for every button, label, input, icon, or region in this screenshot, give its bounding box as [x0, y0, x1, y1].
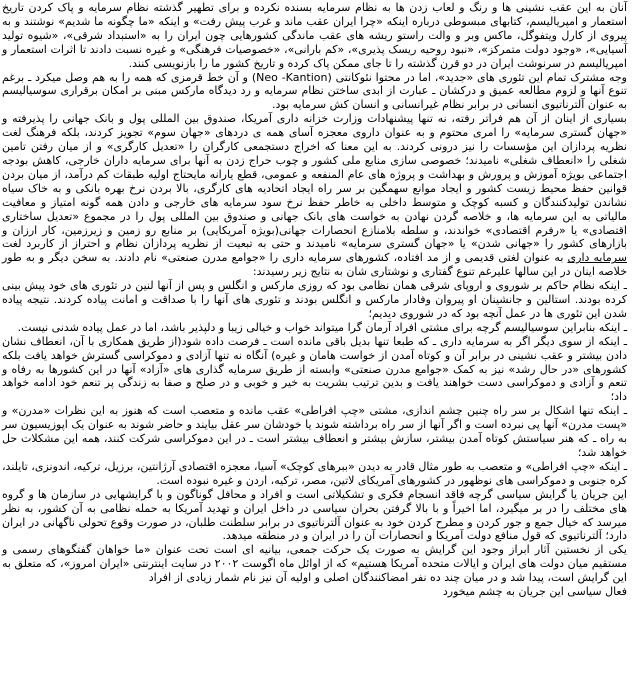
paragraph-10: یکی از نخستین آثار ابراز وجود این گرایش به صورت یک حرکت جمعی، بیانیه ای است تحت عنوان «ما خواهان گفتگوهای رسمی و مستقیم میان دولت های ایران و ایالات متحده آمریکا هستیم» که از اوائل ماه اگوست ۲۰۰۲ در سایت اینترنتی «ایران امروز»، که متعلق به این گرایش است، پیدا شد و در میان چند ده نفر امضاکنندگان اصلی و اولیه آن نیز نام شمار زیادی از افراد — [2, 543, 627, 585]
bullet-paragraph-3: ـ اینکه از سوی دیگر اگر به سرمایه داری ـ که طبعا تنها بدیل باقی مانده است ـ فرصت داده شود(از طریق همکاری با آن، انعطاف نشان دادن بیشتر و عقب نشینی در برابر آن و کوتاه آمدن از خواست هامان و غیره) آنگاه نه تنها آزادی و دموکراسی گسترش خواهد یافت بلکه کشورهای «در حال رشد» نیز به کمک «جوامع مدرن صنعتی» وابسته از طریق سرمایه گذاری های «آزاد» آنها در این کشورها به رفاه و تنعم و آزادی و دموکراسی دست خواهند یافت و بدین ترتیب بشریت به خیر و خوبی و در صلح و صفا به زندگی پر تنعم خود ادامه خواهد داد؛ — [2, 334, 627, 404]
paragraph-3-text-before: بسیاری از اینان از آن هم فراتر رفته، نه تنها پیشنهادات وزارت خزانه داری آمریکا، صندوق بین المللی پول و بانک جهانی را پذیرفته و «جهان گستری سرمایه» را امری محتوم و به عنوان داروی معجزه آسای همه ی دردهای «جهان سوم» تجویز کردند، بلکه فرهنگ لغت نظریه پردازان این مؤسسات را نیز درونی کردند. به این معنا که اخراج دستجمعی کارگران را «تعدیل کارگری» و از میان رفتن تامین شغلی را «انعطاف شغلی» نامیدند؛ خصوصی سازی منابع ملی کشور و چوب حراج زدن به آنها برای سرمایه داران خارجی، کاهش بودجه اجتماعی بویژه آموزش و پرورش و بهداشت و پروژه های عام المنفعه و عمومی، قطع یارانه مایحتاج اولیه طبقات کم درآمد، از میان بردن قوانین حفظ محیط زیست کشور و ایجاد موانع سهمگین بر سر راه ایجاد اتحادیه های کارگری، بالا بردن نرخ بهره بانکی و به خاک سیاه نشاندن تولیدکنندگان و کسبه کوچک و متوسط داخلی به خاطر حفظ نرخ سود سرمایه های خارجی و دادن همه گونه امتیاز و معافیت مالیاتی به این سرمایه ها، و خلاصه گردن نهادن به خواست های بانک جهانی و صندوق بین المللی پول را در مجموع «تعدیل ساختاری اقتصادی» یا «رفرم اقتصادی» خواندند، و سلطه بلامنازع انحصارات جهانی(بویژه آمریکایی) بر منابع رو زمین و زیرزمین، کار ارزان و بازارهای کشور را «جهانی شدن» یا «جهان گستری سرمایه» نامیدند و حتی به تبعیت از نظریه پردازان نظام و احتراز از کاربرد لغت — [2, 112, 627, 251]
bullet-paragraph-4: ـ اینکه تنها اشکال بر سر راه چنین چشم اندازی، مشتی «چپ افراطی» عقب مانده و متعصب است که هنوز به این نظرات «مدرن» و «پست مدرن» آنها پی نبرده است و اگر آنها از سر راه برداشته شوند یا خودشان سر عقل بیایند و حاضر شوند به عنوان یک اپوزیسیون سر به راه ـ که هنر سیاستش کوتاه آمدن بیشتر، سازش بیشتر و انعطاف بیشتر است ـ در این دموکراسی شرکت کنند، همه این مشکلات حل خواهد شد؛ — [2, 404, 627, 459]
paragraph-3-text-after: به عنوان لغتی قدیمی و از مد افتاده، کشورهای سرمایه داری را «جوامع مدرن صنعتی» نام دادند. به سخن دیگر و به طور خلاصه اینان در این سالها علیرغم تنوع گفتاری و نوشتاری شان به نتایج زیر رسیدند: — [2, 251, 627, 279]
paragraph-9: این جریان یا گرایش سیاسی گرچه فاقد انسجام فکری و تشکیلاتی است و افراد و محافل گوناگون و با گرایشهایی در سازمان ها و گروه های مختلف را در بر میگیرد، اما اخیراً و با بالا گرفتن بحران سیاسی در داخل ایران و تهدید آمریکا به حمله نظامی به آن کشور، به نظر میرسد که خیال جمع و جور کردن و مطرح کردن خود به عنوان آلترناتیوی در برابر سلطنت طلبان، در صورت وقوع تحولی ناگهانی در ایران دارد؛ آلترناتیوی که قول منافع دولت آمریکا و انحصارات آن را در ایران و در منطقه میدهد. — [2, 487, 627, 543]
bullet-paragraph-5: ـ اینکه «چپ افراطی» و متعصب به طور مثال قادر به دیدن «ببرهای کوچک» آسیا، معجزه اقتصادی آرژانتین، برزیل، ترکیه، اندونزی، تایلند، کره جنوبی و دموکراسی های نوظهور در کشورهای آمریکای لاتین، مصر، ترکیه، اردن و غیره نبوده است. — [2, 459, 627, 487]
paragraph-11-clipped: فعال سیاسی این جریان به چشم میخورد — [442, 585, 627, 599]
paragraph-2: وجه مشترک تمام این تئوری های «جدید»، اما در محتوا نئوکانتی (Neo -Kantion) و آن خط قرمزی که همه را به هم وصل میکرد ـ برغم تنوع آنها و لزوم مطالعه عمیق و درکشان ـ عبارت از ابدی ساختن نظام سرمایه و رد دیدگاه مارکس مبنی بر امکان برقراری سوسیالیسم به عنوان آلترناتیوی انسانی در برابر نظام غیرانسانی و انسان کش سرمایه بود. — [2, 70, 627, 112]
bullet-paragraph-1: ـ اینکه نظام حاکم بر شوروی و اروپای شرقی همان نظامی بود که روزی مارکس و انگلس و پس از آنها لنین در تئوری های خود پیش بینی کرده بودند. استالین و جانشینان او پیروان وفادار مارکس و انگلس بودند و تئوری های آنها را با صداقت و امانت پیاده کردند. نتیجه پیاده شدن این تئوری ها در عمل آنچه بود که در شوروی دیدیم؛ — [2, 279, 627, 320]
paragraph-1: آنان به این عقب نشینی ها و رنگ و لعاب زدن ها به نظام سرمایه بسنده نکرده و برای تطهیر گذشته نظام سرمایه و پاک کردن تاریخ استعمار و امپریالیسم، کتابهای مبسوطی درباره اینکه «چرا ایران عقب ماند و غرب پیش رفت» و اینکه «ما چگونه ما شدیم» نوشتند و به پیروی از کارل ویتفوگل، ماکس وبر و والت راستو ریشه های عقب ماندگی کشورهایی چون ایران را به «استبداد شرقی»، «شیوه تولید آسیایی»، «وجود دولت متمرکز»، «نبود روحیه ریسک پذیری»، «کم بارانی»، «خصوصیات فرهنگی» و غیره نسبت دادند تا اثرات استعمار و امپریالیسم در سرنوشت ایران در دو قرن گذشته را تا جای ممکن پاک کرده و تاریخ کشور ما را بازنویسی کنند. — [2, 1, 627, 70]
paragraph-3 — [2, 112, 627, 279]
underlined-term: سرمایه داری — [567, 251, 627, 265]
bullet-paragraph-2: ـ اینکه بنابراین سوسیالیسم گرچه برای مشتی افراد آرمان گرا میتواند خواب و خیالی زیبا و دلپذیر باشد، اما در عمل پیاده شدنی نیست. — [17, 320, 627, 334]
